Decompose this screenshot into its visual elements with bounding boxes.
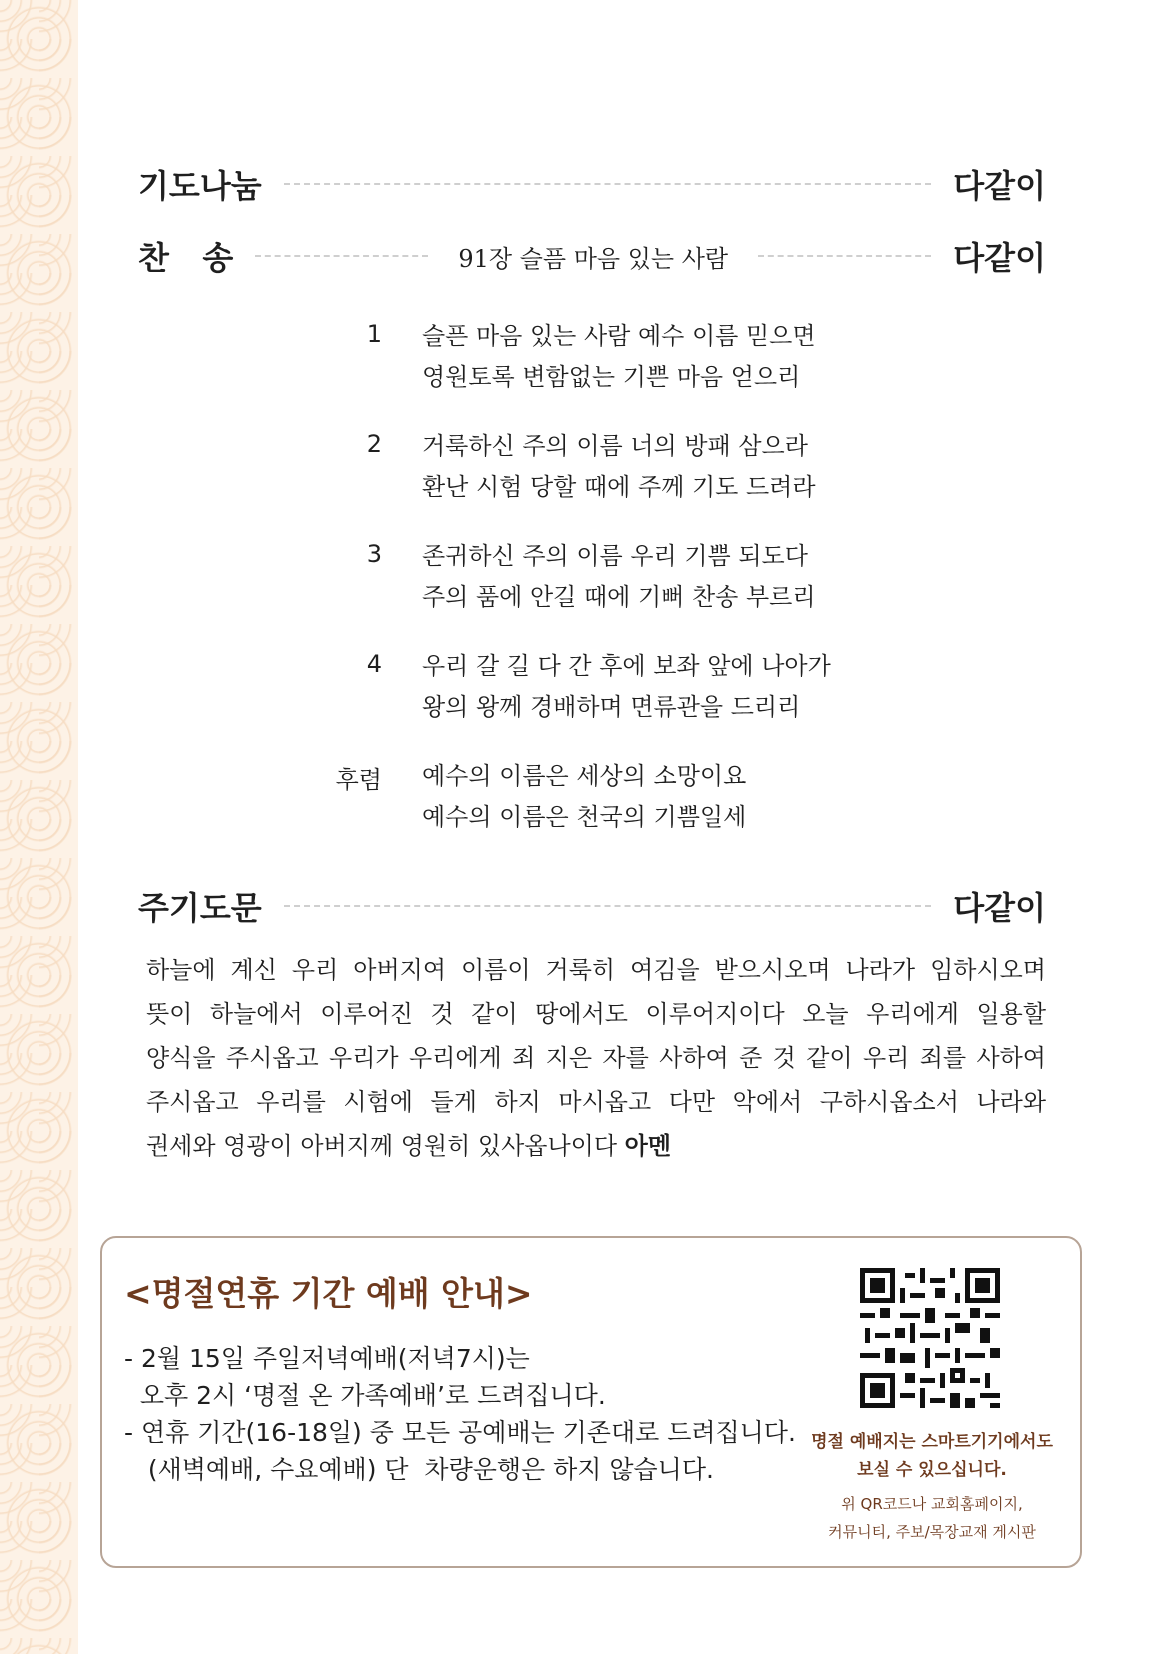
dotted-leader: [284, 905, 932, 907]
verse-line: 왕의 왕께 경배하며 면류관을 드리리: [422, 693, 801, 721]
verse-line: 존귀하신 주의 이름 우리 기쁨 되도다: [422, 542, 808, 570]
lords-prayer-participants: 다같이: [953, 889, 1046, 927]
verse-line: 주의 품에 안길 때에 기뻐 찬송 부르리: [422, 583, 816, 611]
side-decorative-pattern: [0, 0, 78, 1654]
prayer-line: 하늘에 계신 우리 아버지여 이름이 거룩히 여김을 받으시오며 나라가 임하시오며: [146, 956, 1046, 984]
verse-line: 예수의 이름은 천국의 기쁨일세: [422, 803, 747, 831]
qr-note-line: 커뮤니티, 주보/목장교재 게시판: [828, 1523, 1036, 1541]
verse-line: 우리 갈 길 다 간 후에 보좌 앞에 나아가: [422, 652, 831, 680]
lords-prayer-title: 주기도문: [138, 889, 262, 927]
prayer-sharing-title: 기도나눔: [138, 167, 262, 205]
qr-note-line: 위 QR코드나 교회홈페이지,: [841, 1495, 1023, 1513]
hymn-chorus: [320, 756, 920, 838]
prayer-line: 권세와 영광이 아버지께 영원히 있사옵나이다: [146, 1132, 618, 1160]
verse-number: 1: [366, 320, 382, 348]
qr-caption-line: 보실 수 있으십니다.: [857, 1460, 1007, 1480]
notice-line: - 연휴 기간(16-18일) 중 모든 공예배는 기존대로 드려집니다.: [124, 1418, 796, 1447]
qr-caption: [792, 1428, 1072, 1484]
verse-line: 거룩하신 주의 이름 너의 방패 삼으라: [422, 432, 808, 460]
notice-body: [124, 1340, 796, 1488]
hymn-verse: [320, 426, 920, 508]
verse-line: 예수의 이름은 세상의 소망이요: [422, 762, 747, 790]
prayer-line: 뜻이 하늘에서 이루어진 것 같이 땅에서도 이루어지이다 오늘 우리에게 일용할: [146, 1000, 1046, 1028]
verse-line: 슬픈 마음 있는 사람 예수 이름 믿으면: [422, 322, 816, 350]
verse-number: 3: [366, 540, 382, 568]
hymn-row: [138, 236, 1046, 276]
verse-line: 영원토록 변함없는 기쁜 마음 얻으리: [422, 363, 801, 391]
qr-caption-line: 명절 예배지는 스마트기기에서도: [811, 1432, 1053, 1452]
prayer-sharing-participants: 다같이: [953, 167, 1046, 205]
prayer-line-final: [146, 1124, 1046, 1168]
hymn-verse: [320, 646, 920, 728]
chorus-label: 후렴: [335, 766, 382, 794]
amen: 아멘: [624, 1132, 672, 1160]
hymn-verse: [320, 536, 920, 618]
qr-note: [792, 1490, 1072, 1546]
lords-prayer-row: [138, 886, 1046, 926]
notice-line: 오후 2시 ‘명절 온 가족예배’로 드려집니다.: [124, 1381, 606, 1410]
notice-title: <명절연휴 기간 예배 안내>: [124, 1274, 533, 1313]
notice-line: (새벽예배, 수요예배) 단 차량운행은 하지 않습니다.: [124, 1455, 714, 1484]
hymn-verse: [320, 316, 920, 398]
verse-number: 4: [366, 650, 382, 678]
dotted-leader: [284, 183, 932, 185]
prayer-sharing-row: [138, 164, 1046, 204]
hymn-name: 91장 슬픔 마음 있는 사람: [458, 244, 729, 273]
holiday-notice-box: [100, 1236, 1082, 1568]
qr-code-icon[interactable]: [860, 1268, 1000, 1408]
hymn-participants: 다같이: [953, 239, 1046, 277]
verse-line: 환난 시험 당할 때에 주께 기도 드려라: [422, 473, 816, 501]
verse-number: 2: [366, 430, 382, 458]
notice-line: - 2월 15일 주일저녁예배(저녁7시)는: [124, 1344, 530, 1373]
prayer-line: 양식을 주시옵고 우리가 우리에게 죄 지은 자를 사하여 준 것 같이 우리 죄를 사하여: [146, 1044, 1046, 1072]
dotted-leader: [255, 255, 428, 257]
hymn-title: 찬 송: [138, 239, 234, 277]
prayer-line: 주시옵고 우리를 시험에 들게 하지 마시옵고 다만 악에서 구하시옵소서 나라와: [146, 1088, 1046, 1116]
lords-prayer-text: [146, 948, 1046, 1168]
dotted-leader: [758, 255, 931, 257]
